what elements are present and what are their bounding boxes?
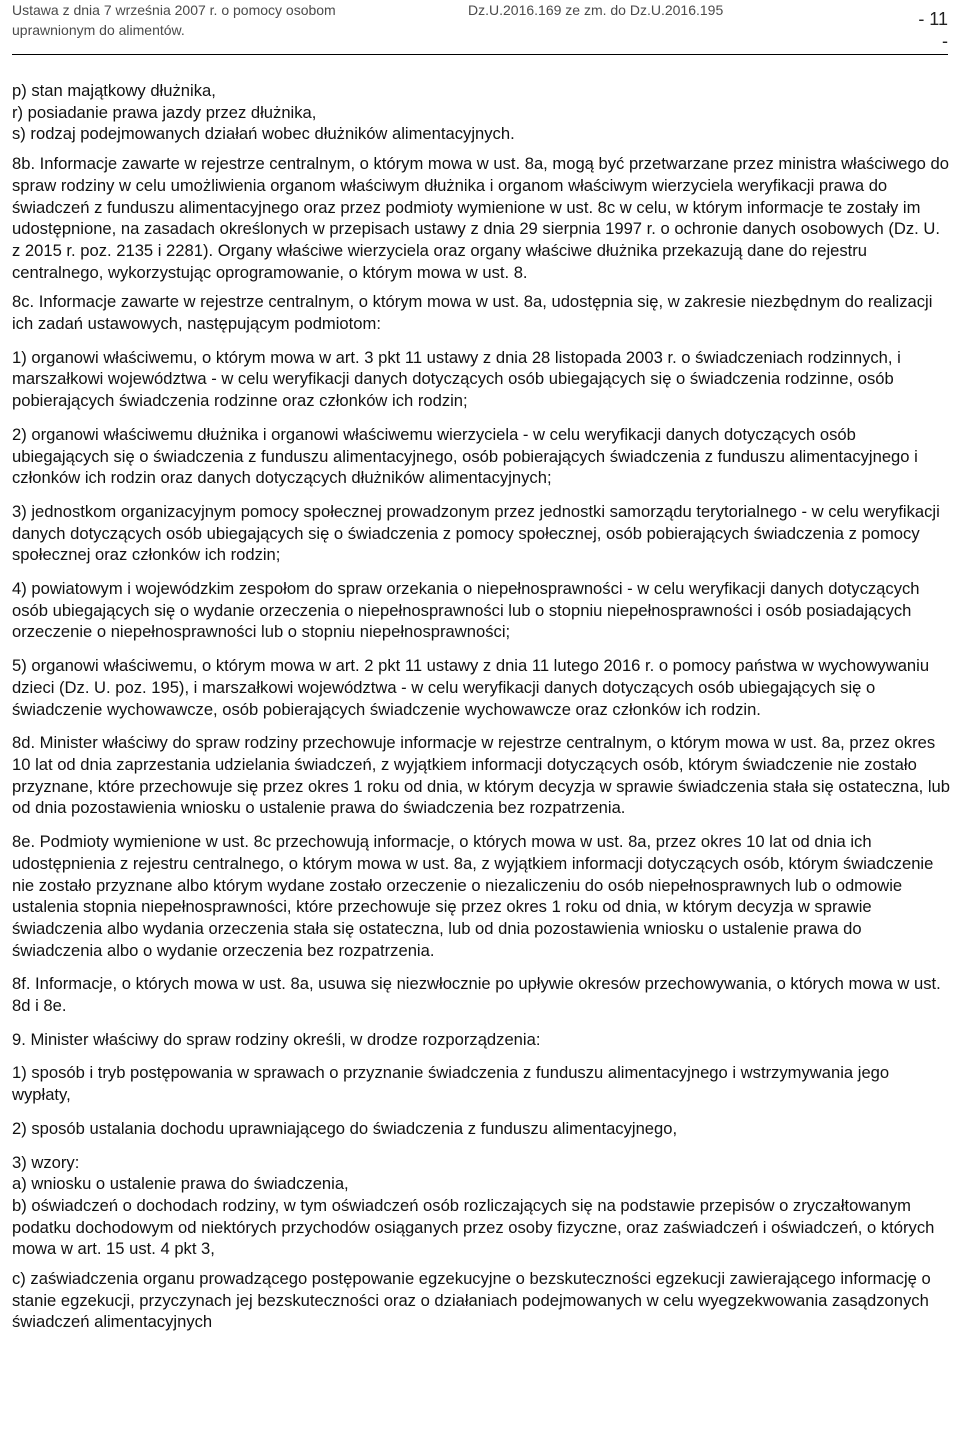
page-header (12, 0, 948, 55)
page-number-suffix: - (942, 31, 948, 51)
section-9-point-3c: c) zaświadczenia organu prowadzącego postępowanie egzekucyjne o bezskuteczności egzekucji zawierającego informację o stanie egzekucji, przyczynach jej bezskuteczności oraz o działaniach podejmowanych w celu wyegzekwowania zasądzonych świadczeń alimentacyjnych (12, 1269, 931, 1332)
section-8f: 8f. Informacje, o których mowa w ust. 8a, usuwa się niezwłocznie po upływie okresów przechowywania, o których mowa w ust. 8d i 8e. (12, 974, 941, 1016)
header-act-title-line1: Ustawa z dnia 7 września 2007 r. o pomocy osobom (12, 2, 336, 18)
section-9: 9. Minister właściwy do spraw rodziny określi, w drodze rozporządzenia: (12, 1029, 541, 1049)
section-9-point-3a: a) wniosku o ustalenie prawa do świadczenia, (12, 1174, 349, 1194)
item-p: p) stan majątkowy dłużnika, (12, 81, 216, 100)
section-9-point-1: 1) sposób i tryb postępowania w sprawach o przyznanie świadczenia z funduszu alimentacyjnego i wstrzymywania jego wypłaty, (12, 1063, 890, 1105)
section-8c-point-1: 1) organowi właściwemu, o którym mowa w art. 3 pkt 11 ustawy z dnia 28 listopada 2003 r. o świadczeniach rodzinnych, i marszałkowi województwa - w celu weryfikacji danych dotyczących osób ubiegających się o świadczenia rodzinne, osób pobierających świadczenia rodzinne oraz członków ich rodzin; (12, 347, 901, 411)
page-number: - 11 (918, 9, 948, 29)
section-9-point-3b: b) oświadczeń o dochodach rodziny, w tym oświadczeń osób rozliczających się na podstawie przepisów o zryczałtowanym podatku dochodowym od niektórych przychodów osiąganych przez osoby fizyczne, oraz zaświadczeń i oświadczeń, o których mowa w art. 15 ust. 4 pkt 3, (12, 1195, 935, 1259)
section-8c: 8c. Informacje zawarte w rejestrze centralnym, o którym mowa w ust. 8a, udostępnia się, w zakresie niezbędnym do realizacji ich zadań ustawowych, następującym podmiotom: (12, 292, 933, 334)
section-8c-point-2: 2) organowi właściwemu dłużnika i organowi właściwemu wierzyciela - w celu weryfikacji danych dotyczących osób ubiegających się o świadczenia z funduszu alimentacyjnego, osób pobierających świadczenia z funduszu alimentacyjnego i członków ich rodzin oraz danych dotyczących dłużników alimentacyjnych; (12, 424, 918, 488)
section-8b: 8b. Informacje zawarte w rejestrze centralnym, o którym mowa w ust. 8a, mogą być przetwarzane przez ministra właściwego do spraw rodziny w celu umożliwienia organom właściwym dłużnika i organom właściwym wierzyciela weryfikacji prawa do świadczeń z funduszu alimentacyjnego oraz przez podmioty wymienione w ust. 8c w celu, w którym informacje te zostały im udostępnione, na zasadach określonych w przepisach ustawy z dnia 29 sierpnia 1997 r. o ochronie danych osobowych (Dz. U. z 2015 r. poz. 2135 i 2281). Organy właściwe wierzyciela oraz organy właściwe dłużnika przekazują dane do rejestru centralnego, wykorzystując oprogramowanie, o którym mowa w ust. 8. (12, 154, 949, 282)
section-9-point-2: 2) sposób ustalania dochodu uprawniającego do świadczenia z funduszu alimentacyjnego, (12, 1118, 678, 1138)
document-body (12, 80, 950, 1333)
header-act-title-line2: uprawnionym do alimentów. (12, 22, 185, 38)
section-8c-point-3: 3) jednostkom organizacyjnym pomocy społecznej prowadzonym przez jednostki samorządu terytorialnego - w celu weryfikacji danych dotyczących osób ubiegających się o świadczenia z pomocy społecznej, osób pobierających świadczenia z pomocy społecznej oraz członków ich rodzin; (12, 501, 940, 565)
section-8c-point-4: 4) powiatowym i wojewódzkim zespołom do spraw orzekania o niepełnosprawności - w celu weryfikacji danych dotyczących osób ubiegających się o wydanie orzeczenia o niepełnosprawności lub o stopniu niepełnosprawności i osób posiadających orzeczenie o niepełnosprawności lub o stopniu niepełnosprawności; (12, 579, 920, 642)
header-page-number-block (918, 8, 948, 52)
item-r: r) posiadanie prawa jazdy przez dłużnika, (12, 102, 317, 122)
section-8c-point-5: 5) organowi właściwemu, o którym mowa w art. 2 pkt 11 ustawy z dnia 11 lutego 2016 r. o pomocy państwa w wychowywaniu dzieci (Dz. U. poz. 195), i marszałkowi województwa - w celu weryfikacji danych dotyczących osób ubiegających się o świadczenie wychowawcze, osób pobierających świadczenie wychowawcze oraz członków ich rodzin. (12, 656, 930, 719)
section-9-point-3: 3) wzory: (12, 1152, 80, 1172)
header-journal-reference: Dz.U.2016.169 ze zm. do Dz.U.2016.195 (468, 2, 724, 18)
header-act-title (12, 0, 336, 40)
section-8e: 8e. Podmioty wymienione w ust. 8c przechowują informacje, o których mowa w ust. 8a, przez okres 10 lat od dnia ich udostępnienia z rejestru centralnego, o którym mowa w ust. 8a, z wyjątkiem informacji dotyczących osób, którym świadczenie nie zostało przyznane albo którym wydane zostało orzeczenie o niezaliczeniu do osób niepełnosprawnych lub o odmowie ustalenia stopnia niepełnosprawności, które przechowuje się przez okres 1 roku od dnia, w którym decyzja w sprawie świadczenia albo wydania orzeczenia stała się ostateczna, lub od dnia pozostawienia wniosku o ustalenie prawa do świadczenia albo o wydanie orzeczenia bez rozpatrzenia. (12, 832, 934, 960)
section-8d: 8d. Minister właściwy do spraw rodziny przechowuje informacje w rejestrze centralnym, o którym mowa w ust. 8a, przez okres 10 lat od dnia zaprzestania udzielania świadczeń, z wyjątkiem informacji dotyczących osób, którym świadczenie nie zostało przyznane, które przechowuje się przez okres 1 roku od dnia, w którym decyzja w sprawie świadczenia stała się ostateczna, lub od dnia pozostawienia wniosku o ustalenie prawa do świadczenia bez rozpatrzenia. (12, 733, 950, 818)
item-s: s) rodzaj podejmowanych działań wobec dłużników alimentacyjnych. (12, 124, 515, 144)
